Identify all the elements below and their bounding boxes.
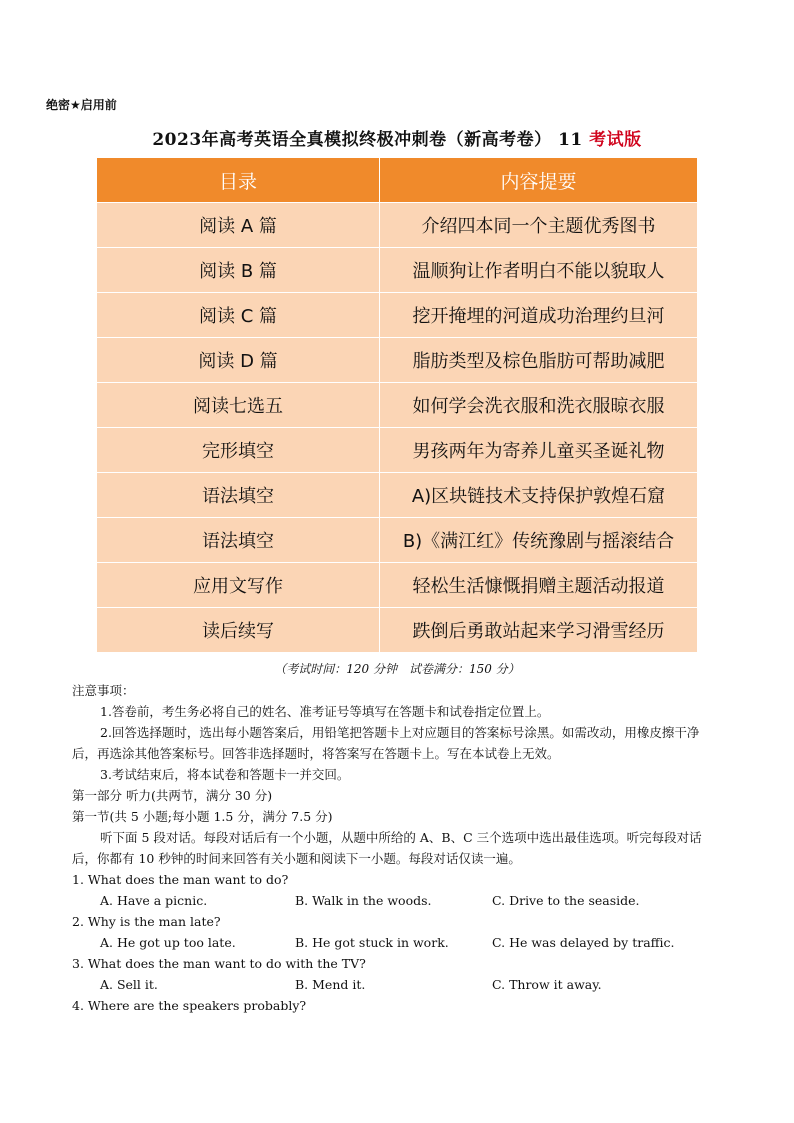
page-title bbox=[0, 125, 794, 150]
title-version: 考试版 bbox=[589, 130, 642, 150]
question-options bbox=[72, 974, 722, 995]
part-title: 第一部分 听力(共两节，满分 30 分) bbox=[72, 788, 273, 803]
table-row bbox=[97, 518, 698, 563]
section-name: 完形填空 bbox=[97, 428, 380, 473]
table-row bbox=[97, 608, 698, 653]
section-name: 语法填空 bbox=[97, 473, 380, 518]
question: 1. What does the man want to do? bbox=[72, 872, 289, 887]
confidential-label: 绝密★启用前 bbox=[46, 98, 117, 112]
table-row bbox=[97, 428, 698, 473]
note-item: 1.答卷前，考生务必将自己的姓名、准考证号等填写在答题卡和试卷指定位置上。 bbox=[100, 704, 550, 719]
option-c: C. Throw it away. bbox=[492, 977, 602, 992]
section-name: 读后续写 bbox=[97, 608, 380, 653]
contents-table bbox=[96, 157, 698, 653]
title-main: 2023年高考英语全真模拟终极冲刺卷（新高考卷） 11 bbox=[152, 130, 590, 150]
section-summary: 男孩两年为寄养儿童买圣诞礼物 bbox=[380, 428, 698, 473]
option-b: B. Walk in the woods. bbox=[295, 893, 432, 908]
section-name: 语法填空 bbox=[97, 518, 380, 563]
table-row bbox=[97, 383, 698, 428]
option-a: A. Have a picnic. bbox=[100, 893, 208, 908]
section-summary: 介绍四本同一个主题优秀图书 bbox=[380, 203, 698, 248]
section-name: 应用文写作 bbox=[97, 563, 380, 608]
section-summary: 跌倒后勇敢站起来学习滑雪经历 bbox=[380, 608, 698, 653]
question-options bbox=[72, 932, 722, 953]
option-a: A. Sell it. bbox=[100, 977, 158, 992]
question: 2. Why is the man late? bbox=[72, 914, 221, 929]
exam-time-note: （考试时间：120 分钟 试卷满分：150 分） bbox=[274, 662, 520, 676]
table-row bbox=[97, 563, 698, 608]
section-summary: 如何学会洗衣服和洗衣服晾衣服 bbox=[380, 383, 698, 428]
section-name: 阅读 C 篇 bbox=[97, 293, 380, 338]
table-row bbox=[97, 248, 698, 293]
note-item: 2.回答选择题时，选出每小题答案后，用铅笔把答题卡上对应题目的答案标号涂黑。如需改动，用橡皮擦干净后，再选涂其他答案标号。回答非选择题时，将答案写在答题卡上。写在本试卷上无效。 bbox=[72, 725, 700, 761]
section-summary: 轻松生活慷慨捐赠主题活动报道 bbox=[380, 563, 698, 608]
option-b: B. He got stuck in work. bbox=[295, 935, 449, 950]
section-summary: 脂肪类型及棕色脂肪可帮助减肥 bbox=[380, 338, 698, 383]
option-a: A. He got up too late. bbox=[100, 935, 236, 950]
section-instructions: 听下面 5 段对话。每段对话后有一个小题，从题中所给的 A、B、C 三个选项中选出最佳选项。听完每段对话后，你都有 10 秒钟的时间来回答有关小题和阅读下一小题。每段对话仅读一遍。 bbox=[72, 830, 702, 866]
notes-heading: 注意事项： bbox=[72, 683, 135, 698]
note-item: 3.考试结束后，将本试卷和答题卡一并交回。 bbox=[100, 767, 350, 782]
header-directory: 目录 bbox=[97, 158, 380, 203]
question: 4. Where are the speakers probably? bbox=[72, 998, 307, 1013]
section-name: 阅读 D 篇 bbox=[97, 338, 380, 383]
section-summary: 温顺狗让作者明白不能以貌取人 bbox=[380, 248, 698, 293]
table-row bbox=[97, 293, 698, 338]
table-row bbox=[97, 338, 698, 383]
header-summary: 内容提要 bbox=[380, 158, 698, 203]
section-name: 阅读 B 篇 bbox=[97, 248, 380, 293]
section-summary: B)《满江红》传统豫剧与摇滚结合 bbox=[380, 518, 698, 563]
option-c: C. He was delayed by traffic. bbox=[492, 935, 675, 950]
table-row bbox=[97, 473, 698, 518]
section-title: 第一节(共 5 小题;每小题 1.5 分，满分 7.5 分) bbox=[72, 809, 333, 824]
question: 3. What does the man want to do with the TV? bbox=[72, 956, 366, 971]
section-name: 阅读 A 篇 bbox=[97, 203, 380, 248]
section-summary: A)区块链技术支持保护敦煌石窟 bbox=[380, 473, 698, 518]
section-summary: 挖开掩埋的河道成功治理约旦河 bbox=[380, 293, 698, 338]
contents-table-header bbox=[97, 158, 698, 203]
option-b: B. Mend it. bbox=[295, 977, 366, 992]
section-name: 阅读七选五 bbox=[97, 383, 380, 428]
question-options bbox=[72, 890, 722, 911]
table-row bbox=[97, 203, 698, 248]
option-c: C. Drive to the seaside. bbox=[492, 893, 640, 908]
exam-body bbox=[72, 680, 722, 1016]
